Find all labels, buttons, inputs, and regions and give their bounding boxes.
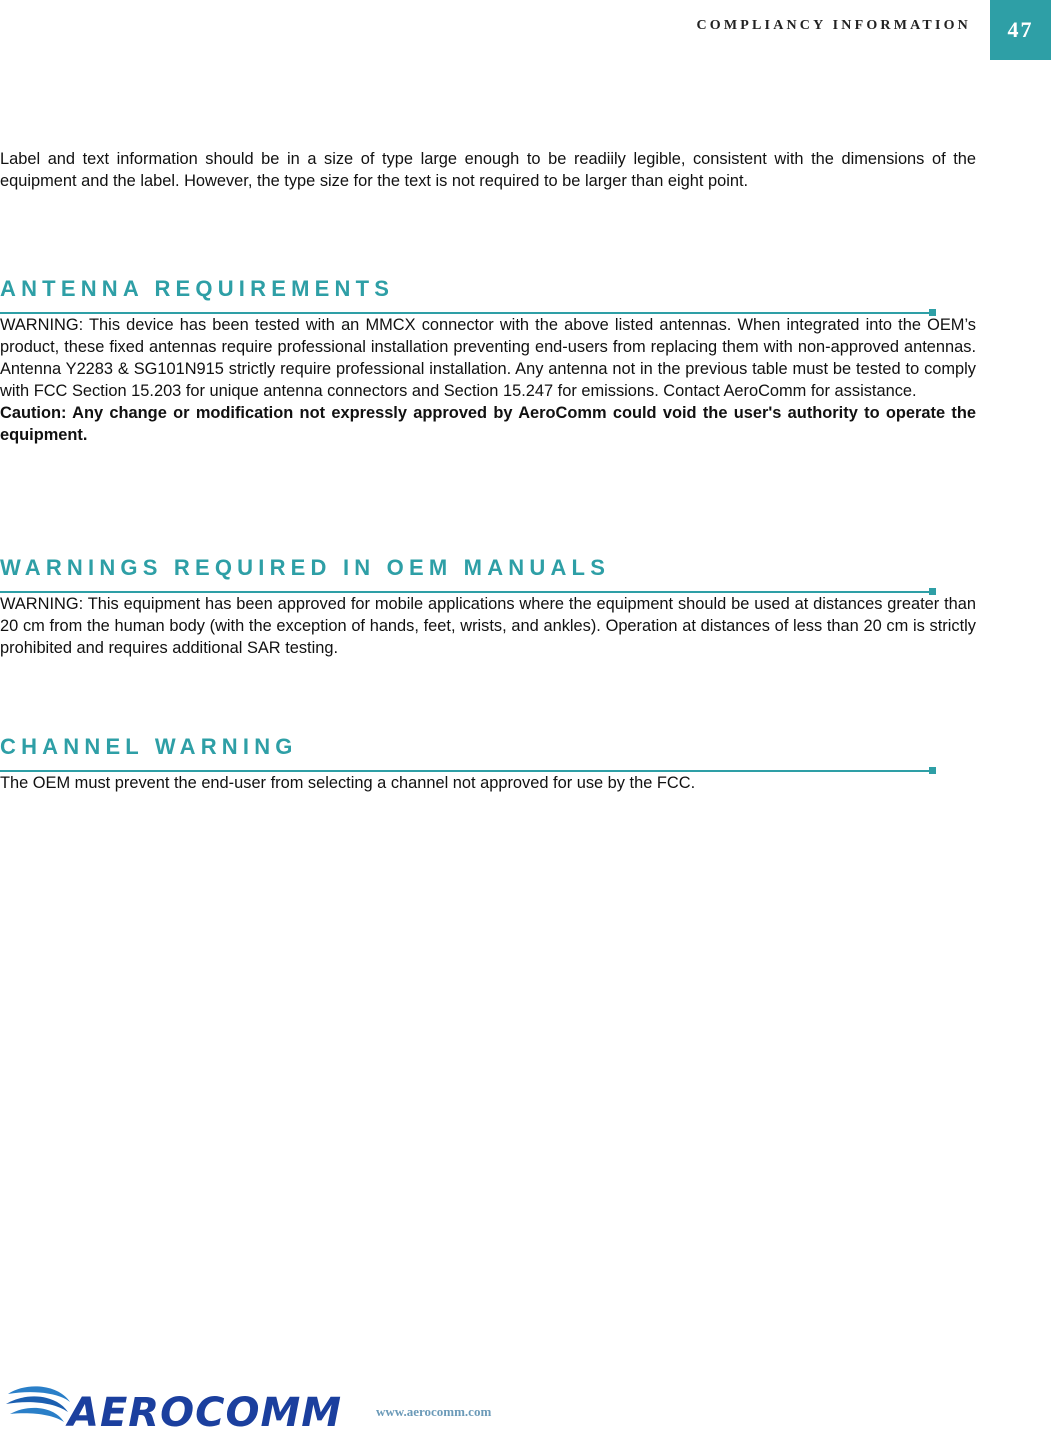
section-channel-warning (0, 734, 976, 794)
intro-paragraph (0, 148, 976, 192)
footer-url[interactable]: www.aerocomm.com (376, 1404, 492, 1419)
section-antenna-requirements (0, 276, 976, 446)
logo-wordmark: AEROCOMM (68, 1390, 343, 1432)
section-body: The OEM must prevent the end-user from selecting a channel not approved for use by the FCC. (0, 774, 696, 792)
section-body (0, 593, 976, 659)
caution-text: Caution: Any change or modification not expressly approved by AeroComm could void the user's authority to operate the equipment. (0, 404, 976, 444)
warning-text: This device has been tested with an MMCX connector with the above listed antennas. When integrated into the OEM’s product, these fixed antennas require professional installation preventing end-users from replacing them with non-approved antennas. Antenna Y2283 & SG101N915 strictly require professional installation. Any antenna not in the previous table must be tested to comply with FCC Section 15.203 for unique antenna connectors and Section 15.247 for emissions. Contact AeroComm for assistance. (0, 316, 976, 400)
section-body (0, 314, 976, 402)
warning-text: This equipment has been approved for mobile applications where the equipment should be used at distances greater than 20 cm from the human body (with the exception of hands, feet, wrists, and ankles). Operation at distances of less than 20 cm is strictly prohibited and requires additional SAR testing. (0, 595, 976, 657)
warning-label: WARNING: (0, 316, 84, 334)
section-divider (0, 591, 930, 593)
section-divider (0, 312, 930, 314)
warning-label: WARNING: (0, 595, 84, 613)
section-title: CHANNEL WARNING (0, 734, 298, 759)
running-header: COMPLIANCY INFORMATION (696, 18, 971, 33)
section-title: WARNINGS REQUIRED IN OEM MANUALS (0, 555, 611, 580)
aerocomm-logo (6, 1380, 366, 1432)
section-divider (0, 770, 930, 772)
intro-text: Label and text information should be in a size of type large enough to be readiily legible, consistent with the dimensions of the equipment and the label. However, the type size for the text is not required to be larger than eight point. (0, 150, 976, 190)
section-oem-manual-warnings (0, 555, 976, 659)
section-title: ANTENNA REQUIREMENTS (0, 276, 395, 301)
page-number: 47 (990, 0, 1051, 60)
